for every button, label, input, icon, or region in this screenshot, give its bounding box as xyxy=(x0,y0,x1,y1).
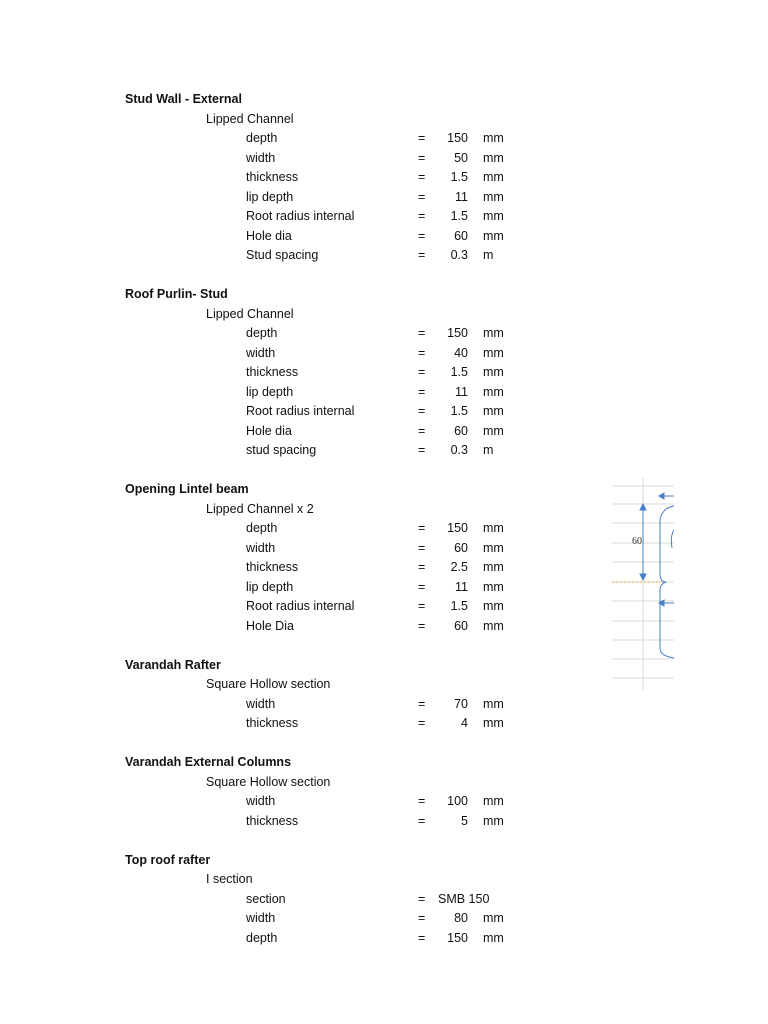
property-unit: mm xyxy=(483,521,504,535)
property-value: 0.3 xyxy=(450,248,468,262)
property-unit: mm xyxy=(483,716,504,730)
property-value: 150 xyxy=(447,521,468,535)
equals-sign: = xyxy=(418,404,426,418)
property-label: thickness xyxy=(246,813,299,828)
equals-sign: = xyxy=(418,150,426,165)
property-label: Root radius internal xyxy=(246,404,355,418)
property-label: thickness xyxy=(246,560,299,574)
property-value: 2.5 xyxy=(450,560,468,574)
property-value: 1.5 xyxy=(450,209,468,223)
property-label: width xyxy=(246,150,276,165)
property-label: Stud spacing xyxy=(246,248,319,262)
property-label: thickness xyxy=(246,170,299,184)
property-unit: mm xyxy=(483,618,504,633)
property-unit: mm xyxy=(483,599,504,613)
equals-sign: = xyxy=(418,794,426,808)
equals-sign: = xyxy=(418,813,426,828)
property-label: section xyxy=(246,891,286,906)
property-label: depth xyxy=(246,930,278,945)
equals-sign: = xyxy=(418,345,426,360)
section-subtitle: Square Hollow section xyxy=(206,677,331,691)
lipped-channel-figure xyxy=(612,478,674,690)
property-unit: mm xyxy=(483,813,504,828)
property-label: width xyxy=(246,540,276,555)
dimension-label: 60 xyxy=(632,536,642,547)
property-unit: mm xyxy=(483,579,504,594)
property-unit: mm xyxy=(483,560,504,574)
property-value: 150 xyxy=(447,326,468,340)
property-unit: mm xyxy=(483,384,504,399)
property-value: 0.3 xyxy=(450,443,468,457)
property-value: 150 xyxy=(447,131,468,145)
property-unit: mm xyxy=(483,365,504,379)
property-label: width xyxy=(246,345,276,360)
equals-sign: = xyxy=(418,131,426,145)
property-label: Hole dia xyxy=(246,423,292,438)
equals-sign: = xyxy=(418,540,426,555)
property-value: 60 xyxy=(454,618,468,633)
property-label: lip depth xyxy=(246,189,294,204)
property-unit: mm xyxy=(483,540,504,555)
equals-sign: = xyxy=(418,209,426,223)
property-value: 150 xyxy=(447,930,468,945)
equals-sign: = xyxy=(418,599,426,613)
pointer-arrows xyxy=(659,493,674,606)
property-value: 100 xyxy=(447,794,468,808)
property-label: depth xyxy=(246,521,278,535)
property-value: 70 xyxy=(454,696,468,711)
section-title: Opening Lintel beam xyxy=(125,482,249,496)
property-value: 60 xyxy=(454,423,468,438)
property-label: Hole Dia xyxy=(246,618,294,633)
equals-sign: = xyxy=(418,930,426,945)
property-label: stud spacing xyxy=(246,443,317,457)
property-unit: mm xyxy=(483,326,504,340)
property-value: 60 xyxy=(454,540,468,555)
property-value: 5 xyxy=(461,813,468,828)
equals-sign: = xyxy=(418,560,426,574)
property-value: 60 xyxy=(454,228,468,243)
equals-sign: = xyxy=(418,891,426,906)
property-value: 40 xyxy=(454,345,468,360)
property-label: lip depth xyxy=(246,579,294,594)
property-unit: mm xyxy=(483,150,504,165)
equals-sign: = xyxy=(418,521,426,535)
property-unit: mm xyxy=(483,794,504,808)
property-value: 1.5 xyxy=(450,599,468,613)
section-title: Varandah Rafter xyxy=(125,657,221,672)
property-unit: mm xyxy=(483,911,504,925)
channel-dimension-diagram xyxy=(612,478,674,690)
equals-sign: = xyxy=(418,911,426,925)
property-unit: mm xyxy=(483,696,504,711)
equals-sign: = xyxy=(418,170,426,184)
property-label: depth xyxy=(246,131,278,145)
section-title: Top roof rafter xyxy=(125,852,211,867)
property-unit: m xyxy=(483,248,494,262)
property-label: thickness xyxy=(246,716,299,730)
property-label: Root radius internal xyxy=(246,209,355,223)
property-value: 80 xyxy=(454,911,468,925)
section-subtitle: Lipped Channel xyxy=(206,111,294,126)
equals-sign: = xyxy=(418,384,426,399)
section-subtitle: I section xyxy=(206,872,253,886)
property-label: depth xyxy=(246,326,278,340)
property-label: width xyxy=(246,794,276,808)
equals-sign: = xyxy=(418,579,426,594)
property-unit: mm xyxy=(483,189,504,204)
channel-lip xyxy=(671,530,674,548)
property-unit: mm xyxy=(483,423,504,438)
property-unit: mm xyxy=(483,404,504,418)
property-value: 11 xyxy=(455,579,468,594)
property-value: 1.5 xyxy=(450,365,468,379)
property-unit: mm xyxy=(483,170,504,184)
section-subtitle: Lipped Channel xyxy=(206,306,294,321)
property-label: width xyxy=(246,696,276,711)
property-label: Root radius internal xyxy=(246,599,355,613)
section-title: Varandah External Columns xyxy=(125,755,292,769)
property-value: 1.5 xyxy=(450,404,468,418)
property-value: 1.5 xyxy=(450,170,468,184)
equals-sign: = xyxy=(418,248,426,262)
equals-sign: = xyxy=(418,716,426,730)
property-unit: mm xyxy=(483,930,504,945)
property-value: 4 xyxy=(461,716,468,730)
property-label: Hole dia xyxy=(246,228,292,243)
property-value: 50 xyxy=(454,150,468,165)
property-unit: m xyxy=(483,443,494,457)
property-unit: mm xyxy=(483,131,504,145)
equals-sign: = xyxy=(418,423,426,438)
property-value: 11 xyxy=(455,189,468,204)
property-label: lip depth xyxy=(246,384,294,399)
section-subtitle: Square Hollow section xyxy=(206,774,331,789)
property-value: 11 xyxy=(455,384,468,399)
equals-sign: = xyxy=(418,189,426,204)
property-unit: mm xyxy=(483,228,504,243)
equals-sign: = xyxy=(418,696,426,711)
section-title: Stud Wall - External xyxy=(125,92,242,106)
property-unit: mm xyxy=(483,209,504,223)
section-subtitle: Lipped Channel x 2 xyxy=(206,501,314,516)
equals-sign: = xyxy=(418,618,426,633)
equals-sign: = xyxy=(418,443,426,457)
equals-sign: = xyxy=(418,365,426,379)
property-value: SMB 150 xyxy=(438,891,490,906)
property-unit: mm xyxy=(483,345,504,360)
equals-sign: = xyxy=(418,326,426,340)
property-label: thickness xyxy=(246,365,299,379)
section-title: Roof Purlin- Stud xyxy=(125,287,228,301)
property-label: width xyxy=(246,911,276,925)
equals-sign: = xyxy=(418,228,426,243)
